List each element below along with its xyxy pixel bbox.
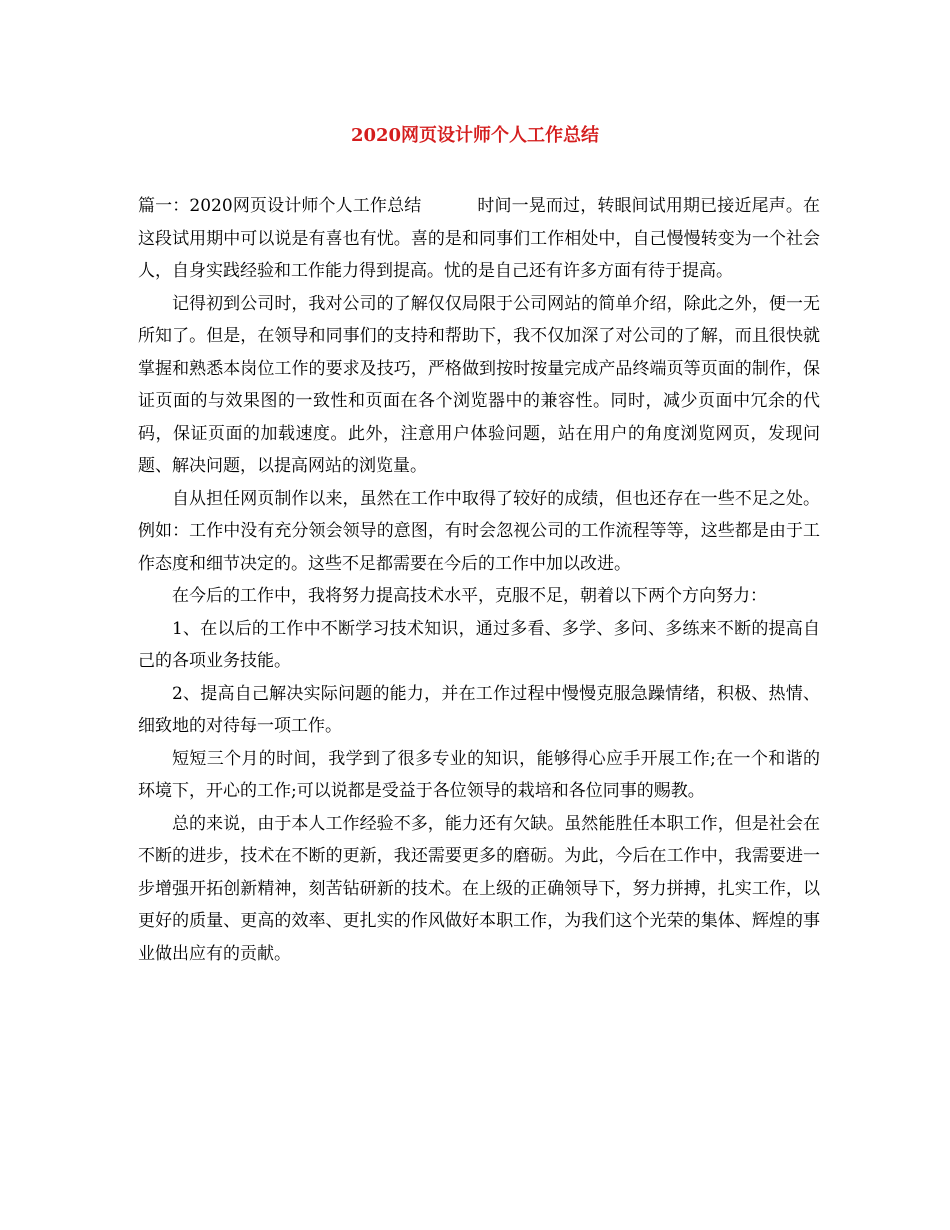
document-body	[138, 190, 820, 970]
paragraph-text: 时间一晃而过，转眼间试用期已接近尾声。在这段试用期中可以说是有喜也有忧。喜的是和同事们工作相处中，自己慢慢转变为一个社会人，自身实践经验和工作能力得到提高。忧的是自己还有许多方面有待于提高。	[138, 196, 821, 281]
intro-paragraph	[138, 190, 820, 288]
document-title: 2020网页设计师个人工作总结	[350, 125, 600, 146]
paragraph: 短短三个月的时间，我学到了很多专业的知识，能够得心应手开展工作;在一个和谐的环境下，开心的工作;可以说都是受益于各位领导的栽培和各位同事的赐教。	[138, 748, 820, 801]
paragraph: 在今后的工作中，我将努力提高技术水平，克服不足，朝着以下两个方向努力：	[172, 586, 767, 606]
list-item: 1、在以后的工作中不断学习技术知识，通过多看、多学、多问、多练来不断的提高自己的各项业务技能。	[138, 618, 820, 671]
paragraph: 自从担任网页制作以来，虽然在工作中取得了较好的成绩，但也还存在一些不足之处。例如：工作中没有充分领会领导的意图，有时会忽视公司的工作流程等等，这些都是由于工作态度和细节决定的。这些不足都需要在今后的工作中加以改进。	[138, 488, 820, 574]
paragraph: 记得初到公司时，我对公司的了解仅仅局限于公司网站的简单介绍，除此之外，便一无所知了。但是，在领导和同事们的支持和帮助下，我不仅加深了对公司的了解，而且很快就掌握和熟悉本岗位工作的要求及技巧，严格做到按时按量完成产品终端页等页面的制作，保证页面的与效果图的一致性和页面在各个浏览器中的兼容性。同时，减少页面中冗余的代码，保证页面的加载速度。此外，注意用户体验问题，站在用户的角度浏览网页，发现问题、解决问题，以提高网站的浏览量。	[138, 293, 820, 476]
paragraph: 总的来说，由于本人工作经验不多，能力还有欠缺。虽然能胜任本职工作，但是社会在不断的进步，技术在不断的更新，我还需要更多的磨砺。为此，今后在工作中，我需要进一步增强开拓创新精神，刻苦钻研新的技术。在上级的正确领导下，努力拼搏，扎实工作，以更好的质量、更高的效率、更扎实的作风做好本职工作，为我们这个光荣的集体、辉煌的事业做出应有的贡献。	[138, 813, 820, 964]
section-label: 篇一：2020网页设计师个人工作总结	[138, 196, 422, 216]
list-item: 2、提高自己解决实际问题的能力，并在工作过程中慢慢克服急躁情绪，积极、热情、细致地的对待每一项工作。	[138, 683, 820, 736]
